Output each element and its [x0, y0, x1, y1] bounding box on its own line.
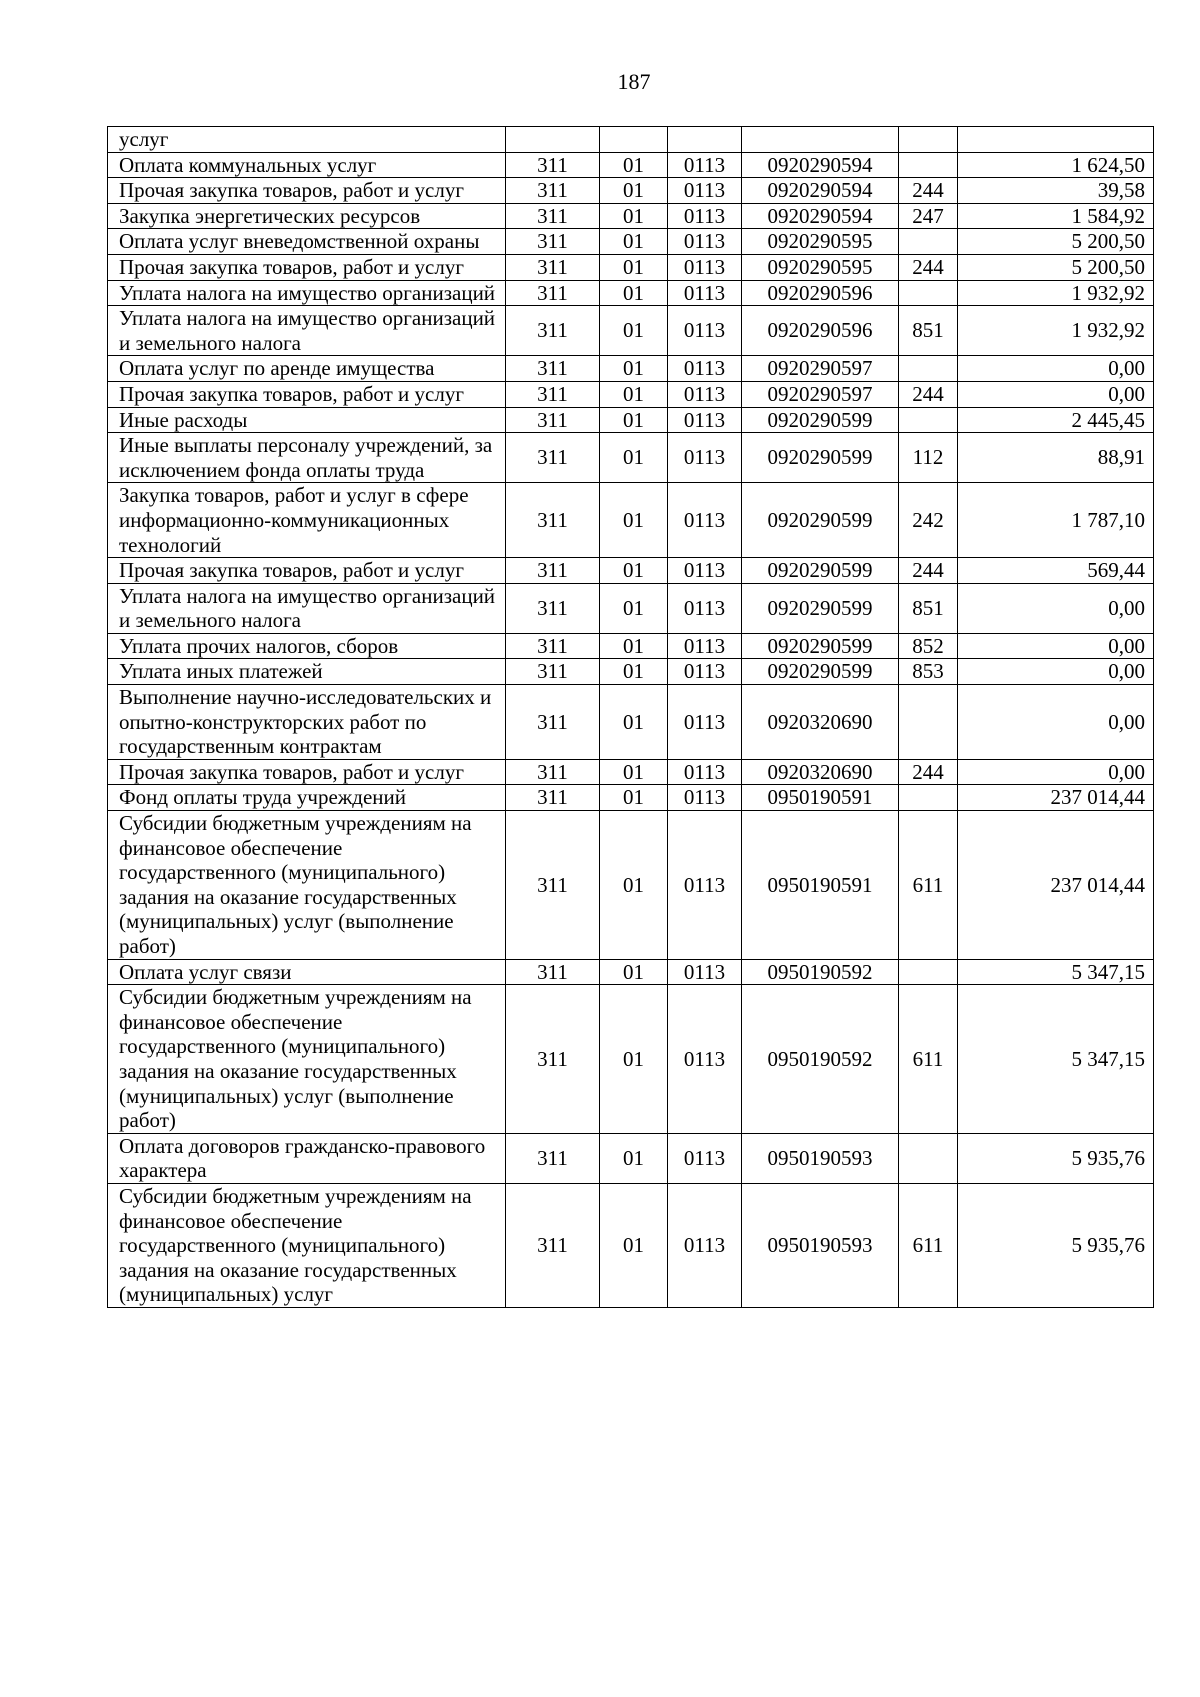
- subsection-code-cell: 0113: [668, 306, 742, 356]
- table-row: [108, 280, 1154, 306]
- expense-type-cell: 853: [899, 659, 958, 685]
- subsection-code-cell: 0113: [668, 633, 742, 659]
- expense-type-cell: 244: [899, 558, 958, 584]
- expense-name-cell: Уплата иных платежей: [108, 659, 506, 685]
- expense-type-cell: [899, 407, 958, 433]
- subsection-code-cell: 0113: [668, 583, 742, 633]
- section-code-cell: 01: [600, 558, 668, 584]
- expense-name-cell: Выполнение научно-исследовательских и опытно-конструкторских работ по государственным контрактам: [108, 685, 506, 760]
- target-article-cell: 0920290594: [742, 152, 899, 178]
- subsection-code-cell: 0113: [668, 280, 742, 306]
- section-code-cell: 01: [600, 280, 668, 306]
- section-code-cell: 01: [600, 178, 668, 204]
- expense-type-cell: 244: [899, 759, 958, 785]
- section-code-cell: 01: [600, 152, 668, 178]
- subsection-code-cell: 0113: [668, 483, 742, 558]
- ministry-code-cell: 311: [506, 785, 600, 811]
- amount-cell: 2 445,45: [958, 407, 1154, 433]
- table-row: [108, 685, 1154, 760]
- amount-cell: 0,00: [958, 759, 1154, 785]
- expense-name-cell: Субсидии бюджетным учреждениям на финансовое обеспечение государственного (муниципального) задания на оказание государственных (муниципальных) услуг (выполнение работ): [108, 811, 506, 960]
- amount-cell: 1 932,92: [958, 280, 1154, 306]
- expense-type-cell: 851: [899, 306, 958, 356]
- ministry-code-cell: 311: [506, 1183, 600, 1307]
- ministry-code-cell: 311: [506, 356, 600, 382]
- amount-cell: 0,00: [958, 583, 1154, 633]
- ministry-code-cell: 311: [506, 985, 600, 1134]
- expense-type-cell: [899, 685, 958, 760]
- ministry-code-cell: 311: [506, 306, 600, 356]
- expense-type-cell: [899, 127, 958, 153]
- amount-cell: 5 935,76: [958, 1133, 1154, 1183]
- section-code-cell: 01: [600, 959, 668, 985]
- target-article-cell: 0920290597: [742, 356, 899, 382]
- subsection-code-cell: 0113: [668, 811, 742, 960]
- target-article-cell: 0920290595: [742, 229, 899, 255]
- target-article-cell: 0920320690: [742, 685, 899, 760]
- ministry-code-cell: 311: [506, 1133, 600, 1183]
- section-code-cell: 01: [600, 1183, 668, 1307]
- table-row: [108, 785, 1154, 811]
- amount-cell: 88,91: [958, 433, 1154, 483]
- expense-name-cell: Закупка энергетических ресурсов: [108, 203, 506, 229]
- amount-cell: 5 200,50: [958, 254, 1154, 280]
- expense-name-cell: Иные выплаты персоналу учреждений, за исключением фонда оплаты труда: [108, 433, 506, 483]
- expense-type-cell: [899, 356, 958, 382]
- ministry-code-cell: 311: [506, 483, 600, 558]
- target-article-cell: 0920290594: [742, 203, 899, 229]
- target-article-cell: 0920290599: [742, 483, 899, 558]
- ministry-code-cell: 311: [506, 659, 600, 685]
- expense-type-cell: 611: [899, 811, 958, 960]
- subsection-code-cell: 0113: [668, 1133, 742, 1183]
- table-row: [108, 254, 1154, 280]
- target-article-cell: 0950190591: [742, 811, 899, 960]
- expense-name-cell: Оплата услуг вневедомственной охраны: [108, 229, 506, 255]
- subsection-code-cell: 0113: [668, 685, 742, 760]
- target-article-cell: 0920290599: [742, 659, 899, 685]
- ministry-code-cell: 311: [506, 633, 600, 659]
- amount-cell: 1 787,10: [958, 483, 1154, 558]
- amount-cell: 5 935,76: [958, 1183, 1154, 1307]
- section-code-cell: 01: [600, 659, 668, 685]
- expense-name-cell: Оплата договоров гражданско-правового характера: [108, 1133, 506, 1183]
- amount-cell: 0,00: [958, 685, 1154, 760]
- amount-cell: 5 200,50: [958, 229, 1154, 255]
- target-article-cell: 0950190593: [742, 1133, 899, 1183]
- section-code-cell: 01: [600, 381, 668, 407]
- table-row: [108, 759, 1154, 785]
- subsection-code-cell: 0113: [668, 1183, 742, 1307]
- amount-cell: 5 347,15: [958, 959, 1154, 985]
- section-code-cell: [600, 127, 668, 153]
- expense-name-cell: услуг: [108, 127, 506, 153]
- expense-name-cell: Фонд оплаты труда учреждений: [108, 785, 506, 811]
- section-code-cell: 01: [600, 685, 668, 760]
- section-code-cell: 01: [600, 759, 668, 785]
- table-row: [108, 229, 1154, 255]
- expense-name-cell: Оплата коммунальных услуг: [108, 152, 506, 178]
- expense-name-cell: Прочая закупка товаров, работ и услуг: [108, 558, 506, 584]
- target-article-cell: 0920290597: [742, 381, 899, 407]
- ministry-code-cell: 311: [506, 178, 600, 204]
- section-code-cell: 01: [600, 254, 668, 280]
- amount-cell: 1 932,92: [958, 306, 1154, 356]
- table-row: [108, 959, 1154, 985]
- ministry-code-cell: 311: [506, 759, 600, 785]
- expense-name-cell: Уплата налога на имущество организаций и земельного налога: [108, 306, 506, 356]
- expense-type-cell: 247: [899, 203, 958, 229]
- table-row: [108, 1183, 1154, 1307]
- amount-cell: 237 014,44: [958, 811, 1154, 960]
- section-code-cell: 01: [600, 356, 668, 382]
- target-article-cell: 0920290599: [742, 433, 899, 483]
- table-row: [108, 127, 1154, 153]
- section-code-cell: 01: [600, 785, 668, 811]
- subsection-code-cell: 0113: [668, 433, 742, 483]
- section-code-cell: 01: [600, 483, 668, 558]
- target-article-cell: [742, 127, 899, 153]
- expense-name-cell: Прочая закупка товаров, работ и услуг: [108, 178, 506, 204]
- target-article-cell: 0950190592: [742, 985, 899, 1134]
- expense-name-cell: Иные расходы: [108, 407, 506, 433]
- subsection-code-cell: 0113: [668, 659, 742, 685]
- amount-cell: 0,00: [958, 381, 1154, 407]
- table-row: [108, 558, 1154, 584]
- expense-type-cell: 244: [899, 381, 958, 407]
- target-article-cell: 0920290599: [742, 633, 899, 659]
- subsection-code-cell: 0113: [668, 381, 742, 407]
- ministry-code-cell: 311: [506, 583, 600, 633]
- amount-cell: 1 584,92: [958, 203, 1154, 229]
- amount-cell: 0,00: [958, 356, 1154, 382]
- expense-name-cell: Уплата налога на имущество организаций: [108, 280, 506, 306]
- section-code-cell: 01: [600, 407, 668, 433]
- target-article-cell: 0920290599: [742, 407, 899, 433]
- table-row: [108, 407, 1154, 433]
- section-code-cell: 01: [600, 1133, 668, 1183]
- expense-type-cell: 112: [899, 433, 958, 483]
- table-row: [108, 356, 1154, 382]
- table-row: [108, 483, 1154, 558]
- table-row: [108, 433, 1154, 483]
- table-row: [108, 659, 1154, 685]
- amount-cell: 0,00: [958, 633, 1154, 659]
- table-row: [108, 203, 1154, 229]
- section-code-cell: 01: [600, 583, 668, 633]
- section-code-cell: 01: [600, 811, 668, 960]
- target-article-cell: 0950190592: [742, 959, 899, 985]
- amount-cell: 5 347,15: [958, 985, 1154, 1134]
- ministry-code-cell: 311: [506, 381, 600, 407]
- subsection-code-cell: 0113: [668, 152, 742, 178]
- ministry-code-cell: 311: [506, 685, 600, 760]
- ministry-code-cell: 311: [506, 959, 600, 985]
- expense-name-cell: Закупка товаров, работ и услуг в сфере информационно-коммуникационных технологий: [108, 483, 506, 558]
- expense-name-cell: Оплата услуг связи: [108, 959, 506, 985]
- expense-type-cell: [899, 152, 958, 178]
- ministry-code-cell: 311: [506, 407, 600, 433]
- amount-cell: 39,58: [958, 178, 1154, 204]
- expense-name-cell: Субсидии бюджетным учреждениям на финансовое обеспечение государственного (муниципального) задания на оказание государственных (муниципальных) услуг: [108, 1183, 506, 1307]
- subsection-code-cell: 0113: [668, 558, 742, 584]
- section-code-cell: 01: [600, 203, 668, 229]
- table-row: [108, 985, 1154, 1134]
- target-article-cell: 0920290596: [742, 306, 899, 356]
- expense-name-cell: Прочая закупка товаров, работ и услуг: [108, 759, 506, 785]
- ministry-code-cell: 311: [506, 280, 600, 306]
- expense-name-cell: Уплата прочих налогов, сборов: [108, 633, 506, 659]
- expense-type-cell: [899, 280, 958, 306]
- section-code-cell: 01: [600, 229, 668, 255]
- table-row: [108, 178, 1154, 204]
- expense-type-cell: [899, 1133, 958, 1183]
- target-article-cell: 0920290596: [742, 280, 899, 306]
- amount-cell: 237 014,44: [958, 785, 1154, 811]
- expense-type-cell: 244: [899, 178, 958, 204]
- subsection-code-cell: 0113: [668, 356, 742, 382]
- target-article-cell: 0920290594: [742, 178, 899, 204]
- expense-name-cell: Субсидии бюджетным учреждениям на финансовое обеспечение государственного (муниципального) задания на оказание государственных (муниципальных) услуг (выполнение работ): [108, 985, 506, 1134]
- budget-table: [107, 126, 1154, 1308]
- subsection-code-cell: 0113: [668, 407, 742, 433]
- target-article-cell: 0950190591: [742, 785, 899, 811]
- amount-cell: [958, 127, 1154, 153]
- ministry-code-cell: 311: [506, 558, 600, 584]
- ministry-code-cell: 311: [506, 433, 600, 483]
- subsection-code-cell: 0113: [668, 254, 742, 280]
- expense-type-cell: 851: [899, 583, 958, 633]
- subsection-code-cell: 0113: [668, 203, 742, 229]
- expense-name-cell: Прочая закупка товаров, работ и услуг: [108, 254, 506, 280]
- section-code-cell: 01: [600, 985, 668, 1134]
- ministry-code-cell: 311: [506, 152, 600, 178]
- expense-name-cell: Прочая закупка товаров, работ и услуг: [108, 381, 506, 407]
- table-row: [108, 152, 1154, 178]
- subsection-code-cell: 0113: [668, 985, 742, 1134]
- expense-type-cell: 852: [899, 633, 958, 659]
- table-body: [108, 127, 1154, 1308]
- subsection-code-cell: 0113: [668, 785, 742, 811]
- target-article-cell: 0950190593: [742, 1183, 899, 1307]
- section-code-cell: 01: [600, 433, 668, 483]
- expense-type-cell: 242: [899, 483, 958, 558]
- target-article-cell: 0920290595: [742, 254, 899, 280]
- amount-cell: 569,44: [958, 558, 1154, 584]
- ministry-code-cell: 311: [506, 254, 600, 280]
- section-code-cell: 01: [600, 633, 668, 659]
- expense-type-cell: [899, 959, 958, 985]
- expense-name-cell: Уплата налога на имущество организаций и земельного налога: [108, 583, 506, 633]
- table-row: [108, 583, 1154, 633]
- table-row: [108, 633, 1154, 659]
- ministry-code-cell: [506, 127, 600, 153]
- table-row: [108, 306, 1154, 356]
- target-article-cell: 0920290599: [742, 583, 899, 633]
- table-row: [108, 811, 1154, 960]
- subsection-code-cell: 0113: [668, 959, 742, 985]
- ministry-code-cell: 311: [506, 203, 600, 229]
- target-article-cell: 0920290599: [742, 558, 899, 584]
- subsection-code-cell: [668, 127, 742, 153]
- page-number: 187: [617, 69, 651, 94]
- ministry-code-cell: 311: [506, 811, 600, 960]
- expense-type-cell: 611: [899, 1183, 958, 1307]
- expense-type-cell: [899, 229, 958, 255]
- expense-type-cell: 611: [899, 985, 958, 1134]
- target-article-cell: 0920320690: [742, 759, 899, 785]
- expense-name-cell: Оплата услуг по аренде имущества: [108, 356, 506, 382]
- expense-type-cell: [899, 785, 958, 811]
- amount-cell: 1 624,50: [958, 152, 1154, 178]
- subsection-code-cell: 0113: [668, 178, 742, 204]
- expense-type-cell: 244: [899, 254, 958, 280]
- subsection-code-cell: 0113: [668, 229, 742, 255]
- table-row: [108, 381, 1154, 407]
- amount-cell: 0,00: [958, 659, 1154, 685]
- section-code-cell: 01: [600, 306, 668, 356]
- subsection-code-cell: 0113: [668, 759, 742, 785]
- table-row: [108, 1133, 1154, 1183]
- ministry-code-cell: 311: [506, 229, 600, 255]
